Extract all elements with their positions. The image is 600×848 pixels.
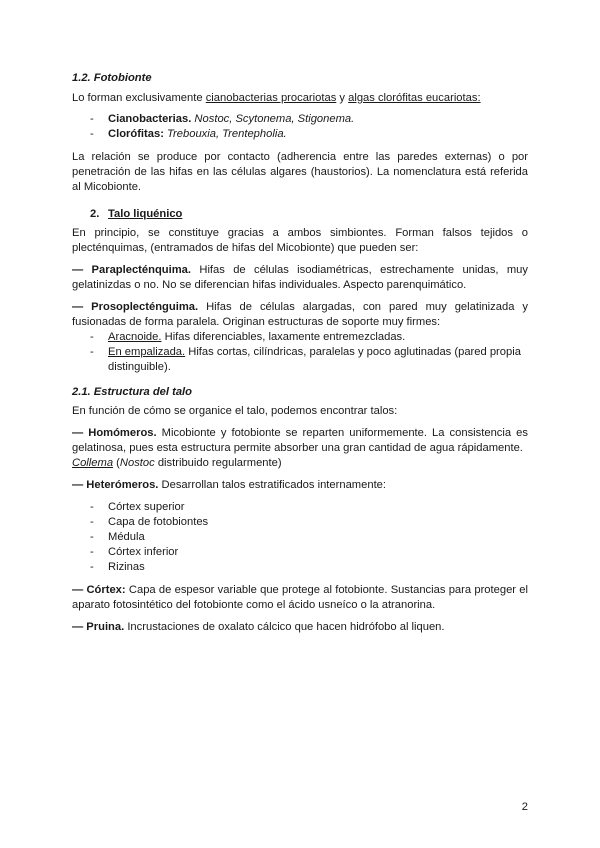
list-bullet: - xyxy=(90,113,94,125)
term-label: — Prosoplecténguima. xyxy=(72,301,199,313)
homomeros-paragraph xyxy=(72,426,528,471)
list-item-cortex-inferior: Córtex inferior xyxy=(108,546,179,558)
intro-text: Lo forman exclusivamente xyxy=(72,92,206,104)
term-text: Desarrollan talos estratificados internamente: xyxy=(158,479,387,491)
item-text: Nostoc, Scytonema, Stigonema. xyxy=(191,113,355,125)
list-bullet: - xyxy=(90,346,94,358)
item-label: Cianobacterias. xyxy=(108,113,192,125)
term-text: Hifas de células alargadas, con pared muy gelatinizada y fusionadas de forma paralela. Originan estructuras de soporte muy firmes: xyxy=(72,301,528,328)
item-label: En empalizada. xyxy=(108,346,186,358)
list-bullet: - xyxy=(90,516,94,528)
list-item-clorofitas xyxy=(108,127,528,142)
term-label: — Paraplecténquima. xyxy=(72,264,192,276)
list-item-empalizada xyxy=(108,345,528,375)
paraplectenquima-paragraph xyxy=(72,263,528,293)
intro-connector: y xyxy=(336,92,349,104)
list-item-cortex-superior: Córtex superior xyxy=(108,501,185,513)
section-number: 2. xyxy=(90,208,100,220)
genus-nostoc: Nostoc xyxy=(119,457,155,469)
relation-paragraph: La relación se produce por contacto (adherencia entre las paredes externas) o por penetración de las hifas en las células algares (haustorios). La nomenclatura está referida al Micobionte. xyxy=(72,151,528,193)
section-heading-talo: Talo liquénico xyxy=(108,208,183,220)
term-text: Hifas de células isodiamétricas, estrechamente unidas, muy gelatinizdas o no. No se diferencian hifas individuales. Aspecto parenquimático. xyxy=(72,264,528,291)
list-bullet: - xyxy=(90,128,94,140)
list-item-aracnoide xyxy=(108,330,528,345)
item-text: Hifas diferenciables, laxamente entremezcladas. xyxy=(161,331,406,343)
item-label: Aracnoide. xyxy=(108,331,162,343)
heteromeros-paragraph xyxy=(72,478,528,493)
item-label: Clorófitas: xyxy=(108,128,164,140)
list-bullet: - xyxy=(90,501,94,513)
fotobionte-intro xyxy=(72,91,528,106)
term-label: — Homómeros. xyxy=(72,427,157,439)
list-bullet: - xyxy=(90,531,94,543)
list-item-medula: Médula xyxy=(108,531,145,543)
paren-open: ( xyxy=(113,457,120,469)
intro-underlined-algas: algas clorófitas eucariotas: xyxy=(348,92,481,104)
list-bullet: - xyxy=(90,331,94,343)
term-label: — Pruina. xyxy=(72,621,125,633)
item-text: Hifas cortas, cilíndricas, paralelas y poco aglutinadas (pared propia distinguible). xyxy=(108,346,521,373)
list-item-capa-fotobiontes: Capa de fotobiontes xyxy=(108,516,209,528)
list-item-rizinas: Rizinas xyxy=(108,561,145,573)
term-text: Incrustaciones de oxalato cálcico que hacen hidrófobo al liquen. xyxy=(124,621,445,633)
item-text: Trebouxia, Trentepholia. xyxy=(163,128,287,140)
term-text: Micobionte y fotobionte se reparten uniformemente. La consistencia es gelatinosa, pues esta estructura permite absorber una gran cantidad de agua rápidamente. xyxy=(72,427,528,454)
list-bullet: - xyxy=(90,546,94,558)
homomeros-example xyxy=(72,456,528,471)
list-bullet: - xyxy=(90,561,94,573)
pruina-paragraph xyxy=(72,620,528,635)
term-text: Capa de espesor variable que protege al fotobionte. Sustancias para proteger el aparato fotosintético del fotobionte como el ácido usneíco o la atranorina. xyxy=(72,584,528,611)
cortex-paragraph xyxy=(72,583,528,613)
list-item-cianobacterias xyxy=(108,112,528,127)
term-label: — Córtex: xyxy=(72,584,126,596)
estructura-intro: En función de cómo se organice el talo, podemos encontrar talos: xyxy=(72,405,398,417)
intro-underlined-cianobacterias: cianobacterias procariotas xyxy=(205,92,337,104)
page-number: 2 xyxy=(521,801,528,813)
genus-collema: Collema xyxy=(72,457,114,469)
section-heading-estructura: 2.1. Estructura del talo xyxy=(72,386,192,398)
term-label: — Heterómeros. xyxy=(72,479,159,491)
section-heading-fotobionte: 1.2. Fotobionte xyxy=(72,72,152,84)
example-text: distribuido regularmente) xyxy=(154,457,282,469)
talo-intro: En principio, se constituye gracias a ambos simbiontes. Forman falsos tejidos o plecténquimas, (entramados de hifas del Micobionte) que pueden ser: xyxy=(72,227,528,254)
prosoplectenguima-paragraph xyxy=(72,300,528,330)
